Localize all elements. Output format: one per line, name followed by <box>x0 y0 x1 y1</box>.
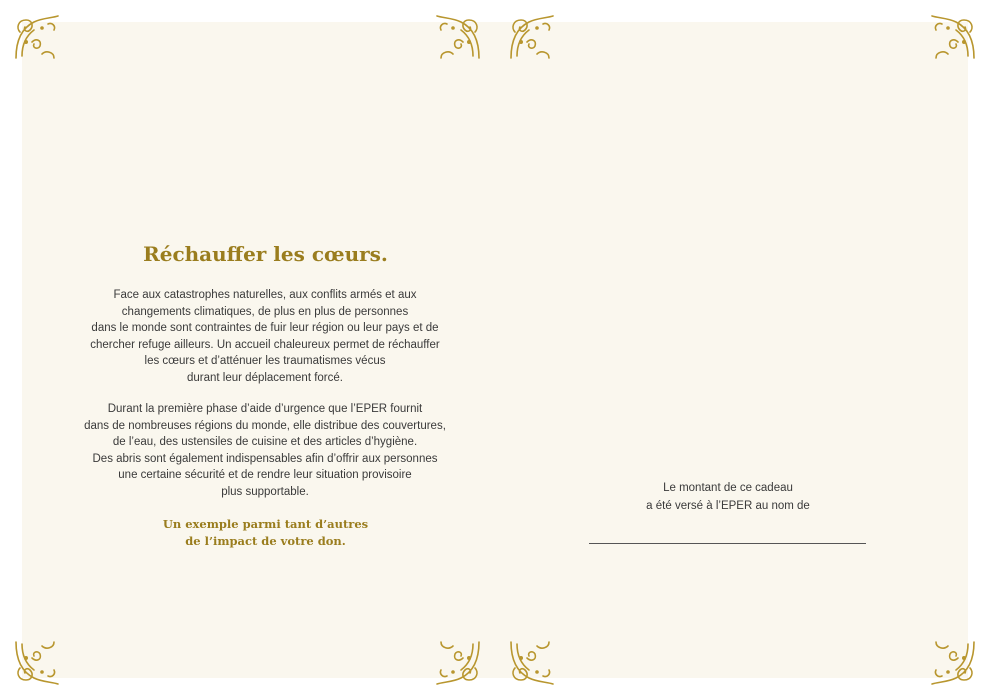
text-line: Face aux catastrophes naturelles, aux conflits armés et aux <box>113 289 417 301</box>
flourish-ornament-icon <box>928 638 978 688</box>
text-line: de l’impact de votre don. <box>185 533 346 548</box>
flourish-ornament-icon <box>928 12 978 62</box>
text-line: plus supportable. <box>221 485 309 498</box>
text-line: changements climatiques, de plus en plus de personnes <box>121 305 409 318</box>
flourish-ornament-icon <box>433 638 483 688</box>
flourish-ornament-icon <box>12 638 62 688</box>
text-line: Le montant de ce cadeau <box>663 482 793 494</box>
text-line: durant leur déplacement forcé. <box>187 371 343 384</box>
text-line: dans le monde sont contraintes de fuir leur région ou leur pays et de <box>91 322 439 335</box>
text-line: de l’eau, des ustensiles de cuisine et des articles d’hygiène. <box>112 436 418 449</box>
aid-paragraph <box>30 401 500 501</box>
text-line: a été versé à l’EPER au nom de <box>646 500 810 512</box>
intro-paragraph <box>30 287 500 387</box>
text-line: Des abris sont également indispensables afin d’offrir aux personnes <box>92 452 438 465</box>
text-line: Durant la première phase d’aide d’urgence que l’EPER fournit <box>107 403 423 415</box>
text-line: Un exemple parmi tant d’autres <box>162 517 369 531</box>
flourish-ornament-icon <box>12 12 62 62</box>
flourish-ornament-icon <box>507 12 557 62</box>
text-line: dans de nombreuses régions du monde, elle distribue des couvertures, <box>84 419 446 432</box>
text-line: une certaine sécurité et de rendre leur situation provisoire <box>118 469 412 482</box>
text-line: chercher refuge ailleurs. Un accueil chaleureux permet de réchauffer <box>90 338 440 351</box>
flourish-ornament-icon <box>433 12 483 62</box>
right-page-panel <box>495 22 968 678</box>
page-title: Réchauffer les cœurs. <box>143 242 388 266</box>
dedication-text <box>590 479 866 515</box>
text-line: les cœurs et d’atténuer les traumatismes vécus <box>144 355 386 368</box>
closing-statement <box>22 516 509 549</box>
name-signature-line <box>589 543 866 544</box>
flourish-ornament-icon <box>507 638 557 688</box>
